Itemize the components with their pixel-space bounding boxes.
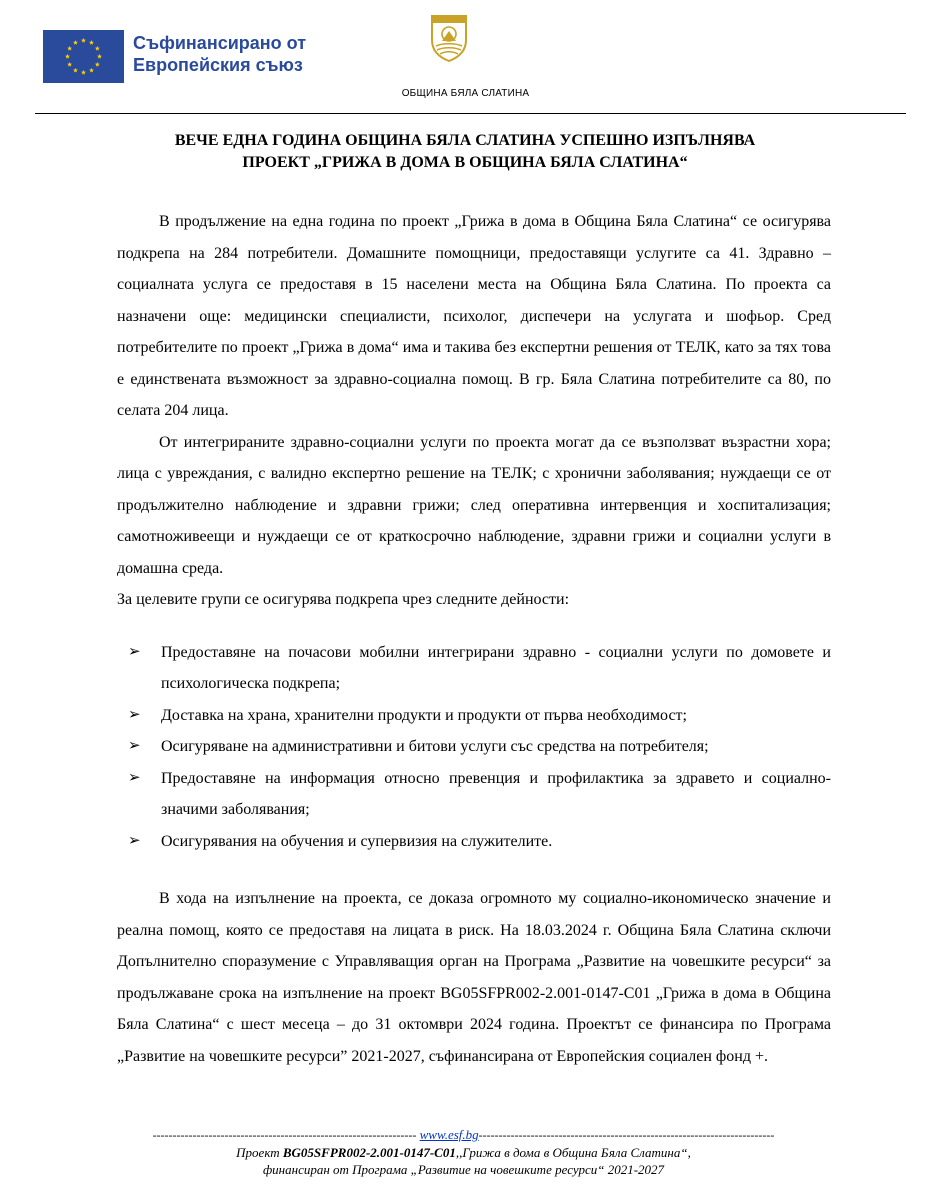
arrow-bullet-icon: ➢ xyxy=(128,643,141,660)
list-item-text: Предоставяне на информация относно превенция и профилактика за здравето и социално-значими заболявания; xyxy=(161,769,831,818)
footer-line-2 xyxy=(0,1144,927,1161)
list-item xyxy=(117,700,831,732)
list-item xyxy=(117,637,831,700)
eu-flag-logo xyxy=(43,30,124,83)
eu-cofunded-label xyxy=(133,32,363,76)
arrow-bullet-icon: ➢ xyxy=(128,738,141,754)
list-item-text: Осигурявания на обучения и супервизия на служителите. xyxy=(161,832,553,850)
footer-dashes-left: ------------------------------------------------------------------ xyxy=(152,1128,417,1142)
document-body xyxy=(117,206,831,1072)
list-item xyxy=(117,763,831,826)
arrow-bullet-icon: ➢ xyxy=(128,769,141,786)
activities-list xyxy=(117,637,831,858)
eu-label-line2: Европейския съюз xyxy=(133,55,303,75)
list-item-text: Предоставяне на почасови мобилни интегрирани здравно - социални услуги по домовете и психологическа подкрепа; xyxy=(161,643,831,692)
paragraph-2 xyxy=(117,427,831,585)
footer-line-1 xyxy=(0,1126,927,1144)
document-title xyxy=(60,130,870,174)
paragraph-1: В продължение на една година по проект „Грижа в дома в Община Бяла Слатина“ се осигурява подкрепа на 284 потребители. Домашните помощници, предоставящи услугите са 41. Здравно – социалната услуга се предоставя в 15 населени места на Община Бяла Слатина. По проекта са назначени още: медицински специалисти, психолог, диспечери на услугата и шофьор. Сред потребителите по проект „Грижа в дома“ има и такива без експертни решения от ТЕЛК, като за тях това е единствената възможност за здравно-социална помощ. В гр. Бяла Слатина потребителите са 80, по селата 204 лица. xyxy=(117,213,831,419)
eu-stars-icon xyxy=(43,30,124,83)
title-line-2: ПРОЕКТ „ГРИЖА В ДОМА В ОБЩИНА БЯЛА СЛАТИНА“ xyxy=(242,154,688,171)
footer-project-name: ,,Грижа в дома в Община Бяла Слатина“, xyxy=(455,1145,691,1160)
list-item-text: Доставка на храна, хранителни продукти и продукти от първа необходимост; xyxy=(161,706,687,724)
municipality-crest-logo xyxy=(430,14,468,62)
arrow-bullet-icon: ➢ xyxy=(128,832,141,849)
eu-label-line1: Съфинансирано от xyxy=(133,33,307,53)
paragraph-2-text: От интегрираните здравно-социални услуги по проекта могат да се възползват възрастни хора; лица с увреждания, с валидно експертно решение на ТЕЛК; с хронични заболявания; нуждаещи се от продължително наблюдение и здравни грижи; след оперативна интервенция и хоспитализация; самотноживеещи и нуждаещи се от краткосрочно наблюдение, здравни грижи и социални услуги в домашна среда. xyxy=(117,433,831,577)
list-item xyxy=(117,826,831,858)
footer-dashes-right: -------------------------------------------------------------------------- xyxy=(478,1128,775,1142)
list-item-text: Осигуряване на административни и битови услуги със средства на потребителя; xyxy=(161,738,709,755)
footer-line-3: финансиран от Програма „Развитие на човешките ресурси“ 2021-2027 xyxy=(262,1162,665,1177)
paragraph-2-intro: За целевите групи се осигурява подкрепа чрез следните дейности: xyxy=(117,591,570,608)
page-footer xyxy=(0,1126,927,1178)
arrow-bullet-icon: ➢ xyxy=(128,706,141,723)
municipality-name: ОБЩИНА БЯЛА СЛАТИНА xyxy=(401,88,530,99)
title-line-1: ВЕЧЕ ЕДНА ГОДИНА ОБЩИНА БЯЛА СЛАТИНА УСПЕШНО ИЗПЪЛНЯВА xyxy=(174,132,756,149)
footer-project-code: BG05SFPR002-2.001-0147-C01 xyxy=(282,1145,456,1160)
paragraph-3: В хода на изпълнение на проекта, се доказа огромното му социално-икономическо значение и реална помощ, която се предоставя на лицата в риск. На 18.03.2024 г. Община Бяла Слатина сключи Допълнително споразумение с Управляващия орган на Програма „Развитие на човешките ресурси“ за продължаване срока на изпълнение на проект BG05SFPR002-2.001-0147-C01 „Грижа в дома в Община Бяла Слатина“ с шест месеца – до 31 октомври 2024 година. Проектът се финансира по Програма „Развитие на човешките ресурси” 2021-2027, съфинансирана от Европейския социален фонд +. xyxy=(117,890,831,1065)
esf-website-link[interactable]: www.esf.bg xyxy=(419,1127,479,1142)
list-item xyxy=(117,731,831,763)
header-divider xyxy=(35,113,906,114)
footer-project-prefix: Проект xyxy=(236,1145,283,1160)
